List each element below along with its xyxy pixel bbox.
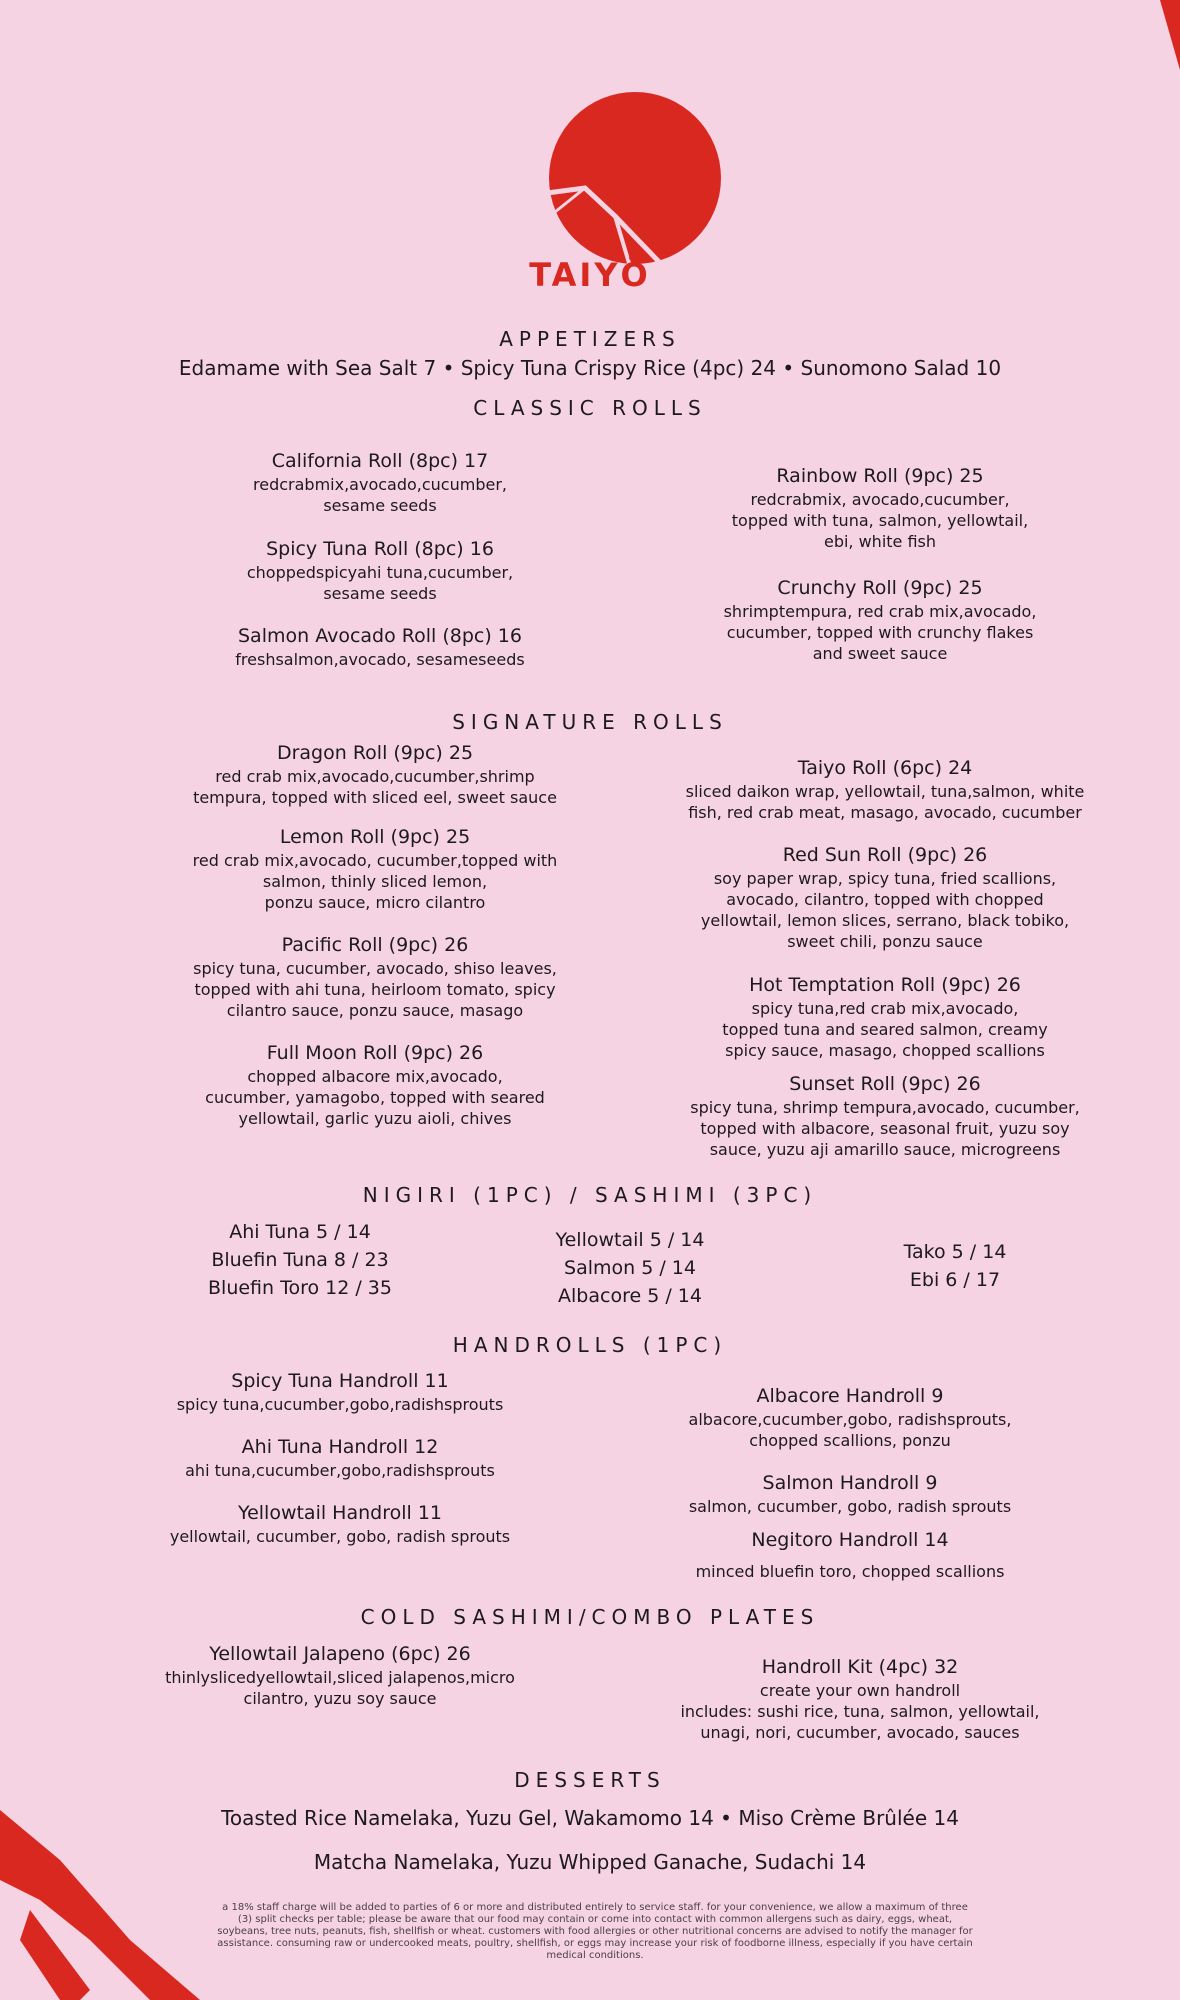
item-title: Rainbow Roll (9pc) 25 (776, 465, 984, 487)
menu-item (640, 1385, 1060, 1451)
nigiri-item: Bluefin Tuna 8 / 23 (211, 1249, 389, 1271)
item-desc: soy paper wrap, spicy tuna, fried scallions, avocado, cilantro, topped with chopped yellowtail, lemon slices, serrano, black tobiko, sweet chili, ponzu sauce (700, 869, 1070, 951)
sun-logo (545, 88, 725, 268)
nigiri-item: Albacore 5 / 14 (558, 1285, 702, 1307)
menu-item (140, 1502, 540, 1547)
menu-item (150, 625, 610, 670)
menu-item (640, 757, 1130, 823)
menu-item (630, 1656, 1090, 1743)
item-desc: redcrabmix, avocado,cucumber, topped with tuna, salmon, yellowtail, ebi, white fish (731, 490, 1029, 551)
menu-item (640, 974, 1130, 1061)
item-title: Taiyo Roll (6pc) 24 (797, 757, 973, 779)
menu-item (655, 465, 1105, 552)
item-title: Sunset Roll (9pc) 26 (789, 1073, 981, 1095)
item-title: Yellowtail Jalapeno (6pc) 26 (209, 1643, 471, 1665)
appetizers-heading: APPETIZERS (499, 327, 681, 351)
item-desc: spicy tuna,red crab mix,avocado, topped tuna and seared salmon, creamy spicy sauce, masago, chopped scallions (722, 999, 1048, 1060)
item-desc: red crab mix,avocado, cucumber,topped with salmon, thinly sliced lemon, ponzu sauce, micro cilantro (192, 851, 558, 912)
item-desc: shrimptempura, red crab mix,avocado, cucumber, topped with crunchy flakes and sweet sauce (723, 602, 1037, 663)
nigiri-column-3 (840, 1238, 1070, 1294)
menu-item (140, 1436, 540, 1481)
item-desc: freshsalmon,avocado, sesameseeds (235, 650, 525, 669)
item-desc: ahi tuna,cucumber,gobo,radishsprouts (185, 1461, 495, 1480)
menu-item (140, 1370, 540, 1415)
item-desc: redcrabmix,avocado,cucumber, sesame seeds (253, 475, 507, 515)
item-desc: spicy tuna, cucumber, avocado, shiso leaves, topped with ahi tuna, heirloom tomato, spicy cilantro sauce, ponzu sauce, masago (193, 959, 557, 1020)
item-desc: choppedspicyahi tuna,cucumber, sesame seeds (246, 563, 514, 603)
menu-item (640, 1073, 1130, 1160)
item-title: Red Sun Roll (9pc) 26 (782, 844, 988, 866)
item-title: Full Moon Roll (9pc) 26 (266, 1042, 484, 1064)
menu-item (150, 826, 600, 913)
nigiri-item: Tako 5 / 14 (903, 1241, 1007, 1263)
menu-item (150, 742, 600, 808)
desserts-heading: DESSERTS (514, 1768, 666, 1792)
nigiri-item: Bluefin Toro 12 / 35 (208, 1277, 392, 1299)
item-desc: minced bluefin toro, chopped scallions (695, 1562, 1005, 1581)
item-title: Spicy Tuna Handroll 11 (231, 1370, 449, 1392)
menu-item (640, 1472, 1060, 1517)
menu-item (640, 844, 1130, 952)
item-title: Negitoro Handroll 14 (751, 1529, 949, 1551)
item-desc: spicy tuna,cucumber,gobo,radishsprouts (176, 1395, 504, 1414)
signature-rolls-heading: SIGNATURE ROLLS (452, 710, 728, 734)
item-title: Pacific Roll (9pc) 26 (281, 934, 469, 956)
cold-plates-heading: COLD SASHIMI/COMBO PLATES (360, 1605, 820, 1629)
handrolls-heading: HANDROLLS (1PC) (452, 1333, 728, 1357)
classic-rolls-heading: CLASSIC ROLLS (473, 396, 707, 420)
item-desc: yellowtail, cucumber, gobo, radish sprouts (169, 1527, 511, 1546)
item-title: Salmon Handroll 9 (762, 1472, 938, 1494)
menu-item (655, 577, 1105, 664)
item-desc: sliced daikon wrap, yellowtail, tuna,salmon, white fish, red crab meat, masago, avocado, cucumber (685, 782, 1085, 822)
item-title: Crunchy Roll (9pc) 25 (777, 577, 983, 599)
item-desc: create your own handroll includes: sushi rice, tuna, salmon, yellowtail, unagi, nori, cucumber, avocado, sauces (680, 1681, 1040, 1742)
item-desc: red crab mix,avocado,cucumber,shrimp tempura, topped with sliced eel, sweet sauce (193, 767, 557, 807)
nigiri-column-1 (170, 1218, 430, 1302)
item-title: Handroll Kit (4pc) 32 (761, 1656, 959, 1678)
item-title: Lemon Roll (9pc) 25 (279, 826, 471, 848)
item-desc: thinlyslicedyellowtail,sliced jalapenos,micro cilantro, yuzu soy sauce (165, 1668, 515, 1708)
item-title: Spicy Tuna Roll (8pc) 16 (266, 538, 494, 560)
menu-item (170, 450, 590, 516)
desserts-line-2: Matcha Namelaka, Yuzu Whipped Ganache, Sudachi 14 (313, 1850, 867, 1874)
fine-print: a 18% staff charge will be added to parties of 6 or more and distributed entirely to service staff. for your convenience, we allow a maximum of three (3) split checks per table; please be aware that our food may contain or come into contact with common allergens such as dairy, eggs, wheat, soybeans, tree nuts, peanuts, fish, shellfish or wheat. customers with food allergies or other nutritional concerns are advised to notify the manager for assistance. consuming raw or undercooked meats, poultry, shellfish, or eggs may increase your risk of foodborne illness, especially if you have certain medical conditions. (217, 1902, 973, 1961)
appetizers-line: Edamame with Sea Salt 7 • Spicy Tuna Crispy Rice (4pc) 24 • Sunomono Salad 10 (178, 356, 1002, 380)
item-desc: spicy tuna, shrimp tempura,avocado, cucumber, topped with albacore, seasonal fruit, yuzu soy sauce, yuzu aji amarillo sauce, microgreens (690, 1098, 1080, 1159)
item-title: Yellowtail Handroll 11 (237, 1502, 442, 1524)
item-title: Salmon Avocado Roll (8pc) 16 (238, 625, 522, 647)
item-title: Hot Temptation Roll (9pc) 26 (749, 974, 1021, 996)
item-desc: salmon, cucumber, gobo, radish sprouts (688, 1497, 1012, 1516)
nigiri-column-2 (500, 1226, 760, 1310)
nigiri-item: Ebi 6 / 17 (909, 1269, 1001, 1291)
menu-item (120, 1643, 560, 1709)
nigiri-item: Ahi Tuna 5 / 14 (229, 1221, 371, 1243)
top-right-brush-decoration (1160, 0, 1180, 80)
menu-item (150, 1042, 600, 1129)
item-title: Dragon Roll (9pc) 25 (276, 742, 474, 764)
item-title: Albacore Handroll 9 (756, 1385, 944, 1407)
item-desc: albacore,cucumber,gobo, radishsprouts, chopped scallions, ponzu (688, 1410, 1012, 1450)
menu-item (170, 538, 590, 604)
nigiri-item: Salmon 5 / 14 (564, 1257, 696, 1279)
desserts-line-1: Toasted Rice Namelaka, Yuzu Gel, Wakamomo 14 • Miso Crème Brûlée 14 (221, 1806, 959, 1830)
item-title: Ahi Tuna Handroll 12 (241, 1436, 439, 1458)
item-desc: chopped albacore mix,avocado, cucumber, yamagobo, topped with seared yellowtail, garlic yuzu aioli, chives (205, 1067, 545, 1128)
menu-item (150, 934, 600, 1021)
brand-name: TAIYŌ (529, 256, 651, 294)
nigiri-item: Yellowtail 5 / 14 (555, 1229, 705, 1251)
menu-item (640, 1529, 1060, 1582)
nigiri-heading: NIGIRI (1PC) / SASHIMI (3PC) (362, 1183, 818, 1207)
item-title: California Roll (8pc) 17 (271, 450, 489, 472)
